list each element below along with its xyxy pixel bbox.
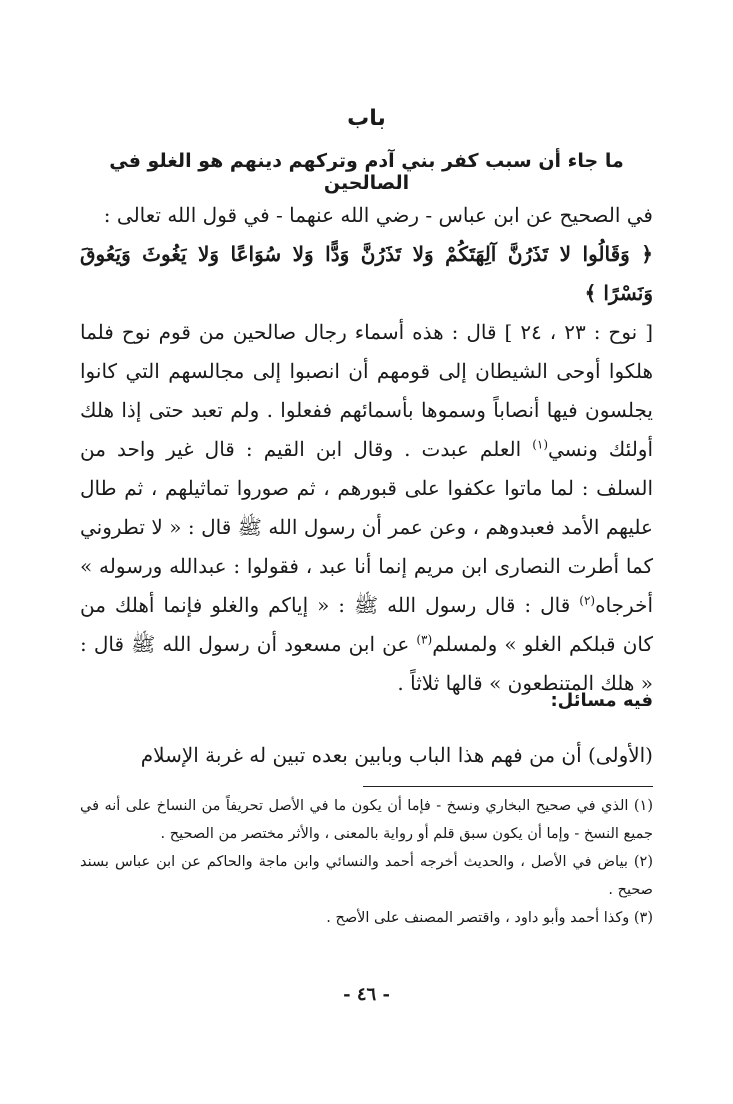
chapter-title: ما جاء أن سبب كفر بني آدم وتركهم دينهم هو الغلو في الصالحين	[109, 150, 624, 194]
footnotes	[80, 792, 653, 932]
chapter-label: باب	[347, 106, 386, 131]
quran-verse: ﴿ وَقَالُوا لا تَذَرُنَّ آلِهَتَكُمْ وَلا تَذَرُنَّ وَدًّا وَلا سُوَاعًا وَلا يَغُوثَ وَيَعُوقَ وَنَسْرًا ﴾	[80, 242, 653, 305]
footnote-ref-1: (١)	[532, 437, 549, 452]
main-text	[80, 196, 653, 703]
footnote-ref-3: (٣)	[416, 632, 433, 647]
main-paragraph	[80, 313, 653, 703]
footnote-ref-2: (٢)	[579, 593, 596, 608]
text-segment-a: [ نوح : ٢٣ ، ٢٤ ] قال : هذه أسماء رجال صالحين من قوم نوح فلما هلكوا أوحى الشيطان إلى قومهم أن انصبوا إلى مجالسهم التي كانوا يجلسون فيها أنصاباً وسموها بأسمائهم ففعلوا . ولم تعبد حتى إذا هلك أولئك ونسي	[80, 320, 654, 461]
footnote-3: (٣) وكذا أحمد وأبو داود ، واقتصر المصنف على الأصح .	[326, 910, 653, 926]
page-number: - ٤٦ -	[343, 984, 390, 1005]
text-segment-b: العلم عبدت . وقال ابن القيم : قال غير واحد من السلف : لما ماتوا عكفوا على قبورهم ، ثم صوروا تماثيلهم ، ثم طال عليهم الأمد فعبدوهم ، وعن عمر أن رسول الله ﷺ قال : « لا تطروني كما أطرت النصارى ابن مريم إنما أنا عبد ، فقولوا : عبدالله ورسوله » أخرجاه	[80, 437, 653, 617]
footnote-divider	[363, 786, 653, 787]
footnote-2: (٢) بياض في الأصل ، والحديث أخرجه أحمد والنسائي وابن ماجة والحاكم عن ابن عباس بسند صحيح .	[80, 854, 653, 898]
text-segment-d: عن ابن مسعود أن رسول الله ﷺ قال : « هلك المتنطعون » قالها ثلاثاً .	[80, 632, 653, 695]
intro-line: في الصحيح عن ابن عباس - رضي الله عنهما - في قول الله تعالى :	[103, 203, 653, 227]
text-segment-c: قال : قال رسول الله ﷺ : « إياكم والغلو فإنما أهلك من كان قبلكم الغلو » ولمسلم	[80, 593, 653, 656]
footnote-1: (١) الذي في صحيح البخاري ونسخ - فإما أن يكون ما في الأصل تحريفاً من النساخ على أنه في جميع النسخ - وإما أن يكون سبق قلم أو رواية بالمعنى ، والأثر مختصر من الصحيح .	[80, 798, 653, 842]
issues-heading: فيه مسائل:	[550, 690, 653, 711]
issue-item-first: (الأولى) أن من فهم هذا الباب وبابين بعده تبين له غربة الإسلام	[140, 743, 653, 767]
